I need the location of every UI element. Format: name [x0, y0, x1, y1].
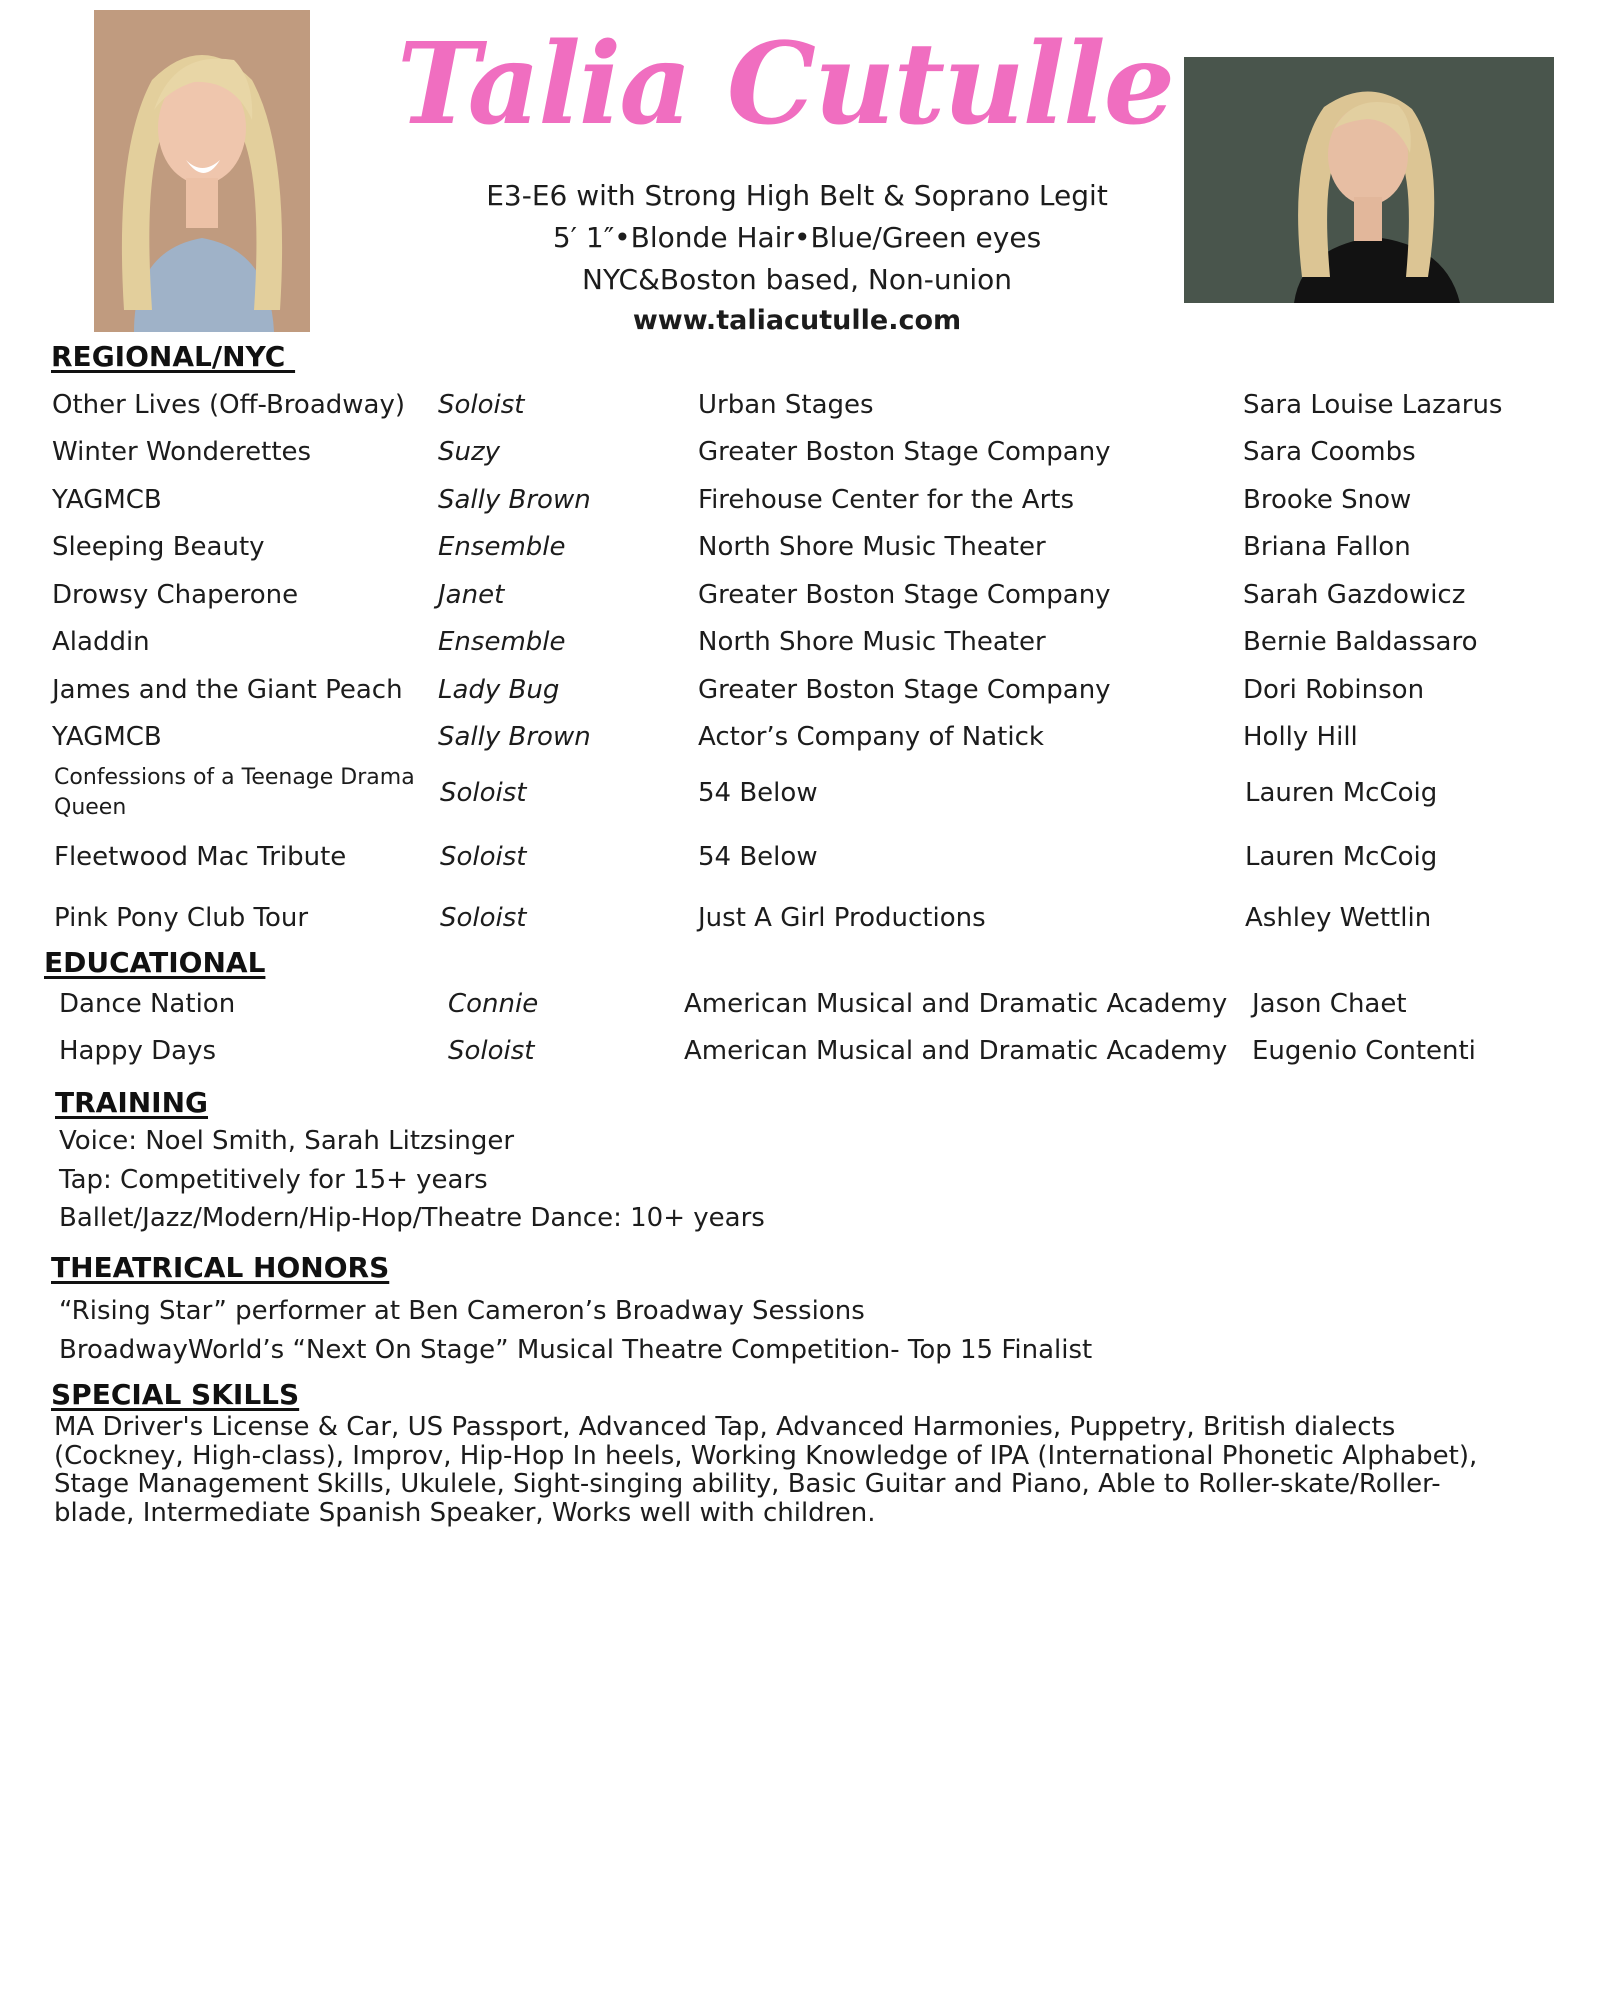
director-name: Dori Robinson: [1243, 675, 1425, 705]
show-title: Drowsy Chaperone: [52, 580, 299, 610]
director-name: Holly Hill: [1243, 722, 1358, 752]
show-title: Fleetwood Mac Tribute: [54, 842, 347, 872]
credit-row: [0, 717, 1600, 757]
company-name: North Shore Music Theater: [698, 532, 1046, 562]
company-name: Just A Girl Productions: [698, 903, 986, 933]
show-title: Sleeping Beauty: [52, 532, 265, 562]
show-title: Other Lives (Off-Broadway): [52, 390, 405, 420]
director-name: Sara Louise Lazarus: [1243, 390, 1503, 420]
section-heading-regional: REGIONAL/NYC: [51, 340, 296, 373]
location-union-status: NYC&Boston based, Non-union: [582, 263, 1012, 296]
credit-row: [0, 480, 1600, 520]
performer-name: Talia Cutulle: [397, 19, 1173, 150]
director-name: Sara Coombs: [1243, 437, 1416, 467]
role-name: Suzy: [438, 437, 501, 467]
section-heading-honors: THEATRICAL HONORS: [51, 1251, 390, 1284]
show-title: Pink Pony Club Tour: [54, 903, 309, 933]
section-heading-educational: EDUCATIONAL: [44, 946, 266, 979]
role-name: Janet: [438, 580, 505, 610]
credit-row: [0, 432, 1600, 472]
headshot-photo-serious: [1184, 57, 1554, 303]
honor-line: BroadwayWorld’s “Next On Stage” Musical Theatre Competition- Top 15 Finalist: [59, 1335, 1093, 1365]
special-skills-text: MA Driver's License & Car, US Passport, Advanced Tap, Advanced Harmonies, Puppetry, British dialects (Cockney, High-class), Improv, Hip-Hop In heels, Working Knowledge of IPA (International Phonetic Alphabet), Stage Management Skills, Ukulele, Sight-singing ability, Basic Guitar and Piano, Able to Roller-skate/Roller-blade, Intermediate Spanish Speaker, Works well with children.: [54, 1412, 1478, 1528]
director-name: Brooke Snow: [1243, 485, 1412, 515]
company-name: Actor’s Company of Natick: [698, 722, 1044, 752]
company-name: Greater Boston Stage Company: [698, 580, 1111, 610]
credit-row: [0, 575, 1600, 615]
director-name: Bernie Baldassaro: [1243, 627, 1478, 657]
director-name: Sarah Gazdowicz: [1243, 580, 1466, 610]
show-title: Happy Days: [59, 1036, 217, 1066]
company-name: Firehouse Center for the Arts: [698, 485, 1075, 515]
director-name: Eugenio Contenti: [1252, 1036, 1476, 1066]
credit-row: [0, 1031, 1600, 1071]
credit-row: [0, 765, 1600, 820]
director-name: Ashley Wettlin: [1245, 903, 1432, 933]
company-name: American Musical and Dramatic Academy: [684, 989, 1228, 1019]
show-title: YAGMCB: [52, 485, 162, 515]
headshot-photo-smiling: [94, 10, 310, 332]
role-name: Sally Brown: [438, 722, 591, 752]
company-name: North Shore Music Theater: [698, 627, 1046, 657]
role-name: Soloist: [448, 1036, 535, 1066]
company-name: 54 Below: [698, 778, 818, 808]
honor-line: “Rising Star” performer at Ben Cameron’s Broadway Sessions: [59, 1296, 865, 1326]
role-name: Ensemble: [438, 627, 566, 657]
credit-row: [0, 898, 1600, 938]
company-name: Greater Boston Stage Company: [698, 437, 1111, 467]
role-name: Ensemble: [438, 532, 566, 562]
director-name: Jason Chaet: [1252, 989, 1407, 1019]
director-name: Lauren McCoig: [1245, 842, 1438, 872]
credit-row: [0, 385, 1600, 425]
section-heading-special-skills: SPECIAL SKILLS: [51, 1378, 300, 1411]
company-name: Greater Boston Stage Company: [698, 675, 1111, 705]
credit-row: [0, 670, 1600, 710]
company-name: Urban Stages: [698, 390, 874, 420]
role-name: Connie: [448, 989, 539, 1019]
section-heading-training: TRAINING: [55, 1086, 209, 1119]
company-name: 54 Below: [698, 842, 818, 872]
director-name: Briana Fallon: [1243, 532, 1411, 562]
company-name: American Musical and Dramatic Academy: [684, 1036, 1228, 1066]
role-name: Sally Brown: [438, 485, 591, 515]
training-line: Tap: Competitively for 15+ years: [59, 1165, 488, 1195]
show-title: Dance Nation: [59, 989, 236, 1019]
credit-row: [0, 984, 1600, 1024]
website-link[interactable]: www.taliacutulle.com: [632, 305, 962, 336]
show-title: James and the Giant Peach: [52, 675, 403, 705]
credit-row: [0, 837, 1600, 877]
show-title: Confessions of a Teenage Drama Queen: [54, 765, 415, 820]
role-name: Soloist: [440, 778, 527, 808]
training-line: Ballet/Jazz/Modern/Hip-Hop/Theatre Dance: 10+ years: [59, 1203, 765, 1233]
training-line: Voice: Noel Smith, Sarah Litzsinger: [59, 1126, 515, 1156]
show-title: Aladdin: [52, 627, 150, 657]
show-title: YAGMCB: [52, 722, 162, 752]
credit-row: [0, 622, 1600, 662]
role-name: Soloist: [438, 390, 525, 420]
role-name: Soloist: [440, 842, 527, 872]
show-title: Winter Wonderettes: [52, 437, 312, 467]
vocal-range: E3-E6 with Strong High Belt & Soprano Legit: [486, 179, 1108, 212]
director-name: Lauren McCoig: [1245, 778, 1438, 808]
credit-row: [0, 527, 1600, 567]
role-name: Soloist: [440, 903, 527, 933]
physical-stats: 5′ 1″•Blonde Hair•Blue/Green eyes: [552, 221, 1042, 254]
role-name: Lady Bug: [438, 675, 560, 705]
